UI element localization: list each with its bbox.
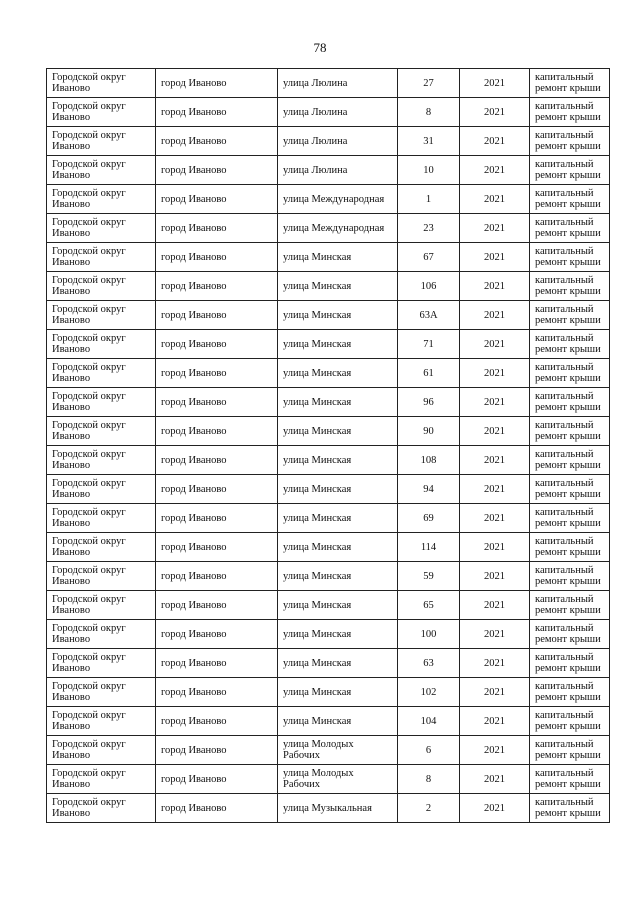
work-type-cell: капитальный ремонт крыши bbox=[530, 794, 610, 823]
street-cell: улица Минская bbox=[278, 678, 398, 707]
city-cell: город Иваново bbox=[156, 533, 278, 562]
street-cell: улица Люлина bbox=[278, 98, 398, 127]
city-cell: город Иваново bbox=[156, 446, 278, 475]
city-cell: город Иваново bbox=[156, 359, 278, 388]
house-number-cell: 63А bbox=[398, 301, 460, 330]
okrug-cell: Городской округ Иваново bbox=[47, 127, 156, 156]
house-number-cell: 94 bbox=[398, 475, 460, 504]
okrug-cell: Городской округ Иваново bbox=[47, 678, 156, 707]
street-cell: улица Минская bbox=[278, 504, 398, 533]
street-cell: улица Минская bbox=[278, 330, 398, 359]
city-cell: город Иваново bbox=[156, 794, 278, 823]
work-type-cell: капитальный ремонт крыши bbox=[530, 127, 610, 156]
registry-table bbox=[46, 68, 610, 823]
year-cell: 2021 bbox=[460, 301, 530, 330]
work-type-cell: капитальный ремонт крыши bbox=[530, 330, 610, 359]
work-type-cell: капитальный ремонт крыши bbox=[530, 359, 610, 388]
city-cell: город Иваново bbox=[156, 562, 278, 591]
okrug-cell: Городской округ Иваново bbox=[47, 620, 156, 649]
year-cell: 2021 bbox=[460, 127, 530, 156]
city-cell: город Иваново bbox=[156, 504, 278, 533]
okrug-cell: Городской округ Иваново bbox=[47, 214, 156, 243]
okrug-cell: Городской округ Иваново bbox=[47, 475, 156, 504]
table-row bbox=[47, 562, 610, 591]
city-cell: город Иваново bbox=[156, 301, 278, 330]
okrug-cell: Городской округ Иваново bbox=[47, 359, 156, 388]
year-cell: 2021 bbox=[460, 649, 530, 678]
house-number-cell: 65 bbox=[398, 591, 460, 620]
city-cell: город Иваново bbox=[156, 707, 278, 736]
table-row bbox=[47, 736, 610, 765]
work-type-cell: капитальный ремонт крыши bbox=[530, 533, 610, 562]
table-row bbox=[47, 272, 610, 301]
street-cell: улица Минская bbox=[278, 591, 398, 620]
year-cell: 2021 bbox=[460, 272, 530, 301]
year-cell: 2021 bbox=[460, 591, 530, 620]
city-cell: город Иваново bbox=[156, 127, 278, 156]
street-cell: улица Люлина bbox=[278, 69, 398, 98]
work-type-cell: капитальный ремонт крыши bbox=[530, 620, 610, 649]
work-type-cell: капитальный ремонт крыши bbox=[530, 649, 610, 678]
street-cell: улица Молодых Рабочих bbox=[278, 765, 398, 794]
okrug-cell: Городской округ Иваново bbox=[47, 446, 156, 475]
city-cell: город Иваново bbox=[156, 620, 278, 649]
table-row bbox=[47, 765, 610, 794]
table-row bbox=[47, 69, 610, 98]
year-cell: 2021 bbox=[460, 243, 530, 272]
street-cell: улица Минская bbox=[278, 446, 398, 475]
year-cell: 2021 bbox=[460, 69, 530, 98]
house-number-cell: 104 bbox=[398, 707, 460, 736]
year-cell: 2021 bbox=[460, 214, 530, 243]
work-type-cell: капитальный ремонт крыши bbox=[530, 98, 610, 127]
work-type-cell: капитальный ремонт крыши bbox=[530, 678, 610, 707]
table-row bbox=[47, 156, 610, 185]
okrug-cell: Городской округ Иваново bbox=[47, 98, 156, 127]
work-type-cell: капитальный ремонт крыши bbox=[530, 185, 610, 214]
street-cell: улица Международная bbox=[278, 185, 398, 214]
house-number-cell: 59 bbox=[398, 562, 460, 591]
year-cell: 2021 bbox=[460, 736, 530, 765]
city-cell: город Иваново bbox=[156, 388, 278, 417]
street-cell: улица Люлина bbox=[278, 156, 398, 185]
okrug-cell: Городской округ Иваново bbox=[47, 272, 156, 301]
work-type-cell: капитальный ремонт крыши bbox=[530, 562, 610, 591]
year-cell: 2021 bbox=[460, 388, 530, 417]
work-type-cell: капитальный ремонт крыши bbox=[530, 388, 610, 417]
year-cell: 2021 bbox=[460, 794, 530, 823]
city-cell: город Иваново bbox=[156, 765, 278, 794]
street-cell: улица Минская bbox=[278, 417, 398, 446]
house-number-cell: 10 bbox=[398, 156, 460, 185]
year-cell: 2021 bbox=[460, 359, 530, 388]
city-cell: город Иваново bbox=[156, 475, 278, 504]
house-number-cell: 2 bbox=[398, 794, 460, 823]
house-number-cell: 67 bbox=[398, 243, 460, 272]
table-row bbox=[47, 127, 610, 156]
work-type-cell: капитальный ремонт крыши bbox=[530, 214, 610, 243]
year-cell: 2021 bbox=[460, 504, 530, 533]
house-number-cell: 63 bbox=[398, 649, 460, 678]
okrug-cell: Городской округ Иваново bbox=[47, 649, 156, 678]
year-cell: 2021 bbox=[460, 765, 530, 794]
table-row bbox=[47, 98, 610, 127]
table-row bbox=[47, 417, 610, 446]
work-type-cell: капитальный ремонт крыши bbox=[530, 707, 610, 736]
year-cell: 2021 bbox=[460, 475, 530, 504]
city-cell: город Иваново bbox=[156, 330, 278, 359]
table-row bbox=[47, 707, 610, 736]
street-cell: улица Минская bbox=[278, 388, 398, 417]
house-number-cell: 6 bbox=[398, 736, 460, 765]
house-number-cell: 31 bbox=[398, 127, 460, 156]
street-cell: улица Международная bbox=[278, 214, 398, 243]
work-type-cell: капитальный ремонт крыши bbox=[530, 475, 610, 504]
street-cell: улица Минская bbox=[278, 562, 398, 591]
okrug-cell: Городской округ Иваново bbox=[47, 591, 156, 620]
work-type-cell: капитальный ремонт крыши bbox=[530, 156, 610, 185]
okrug-cell: Городской округ Иваново bbox=[47, 185, 156, 214]
okrug-cell: Городской округ Иваново bbox=[47, 69, 156, 98]
year-cell: 2021 bbox=[460, 156, 530, 185]
work-type-cell: капитальный ремонт крыши bbox=[530, 417, 610, 446]
year-cell: 2021 bbox=[460, 562, 530, 591]
okrug-cell: Городской округ Иваново bbox=[47, 707, 156, 736]
street-cell: улица Минская bbox=[278, 707, 398, 736]
street-cell: улица Минская bbox=[278, 272, 398, 301]
okrug-cell: Городской округ Иваново bbox=[47, 417, 156, 446]
city-cell: город Иваново bbox=[156, 736, 278, 765]
year-cell: 2021 bbox=[460, 678, 530, 707]
table-row bbox=[47, 214, 610, 243]
house-number-cell: 96 bbox=[398, 388, 460, 417]
table-row bbox=[47, 678, 610, 707]
house-number-cell: 100 bbox=[398, 620, 460, 649]
house-number-cell: 114 bbox=[398, 533, 460, 562]
house-number-cell: 108 bbox=[398, 446, 460, 475]
year-cell: 2021 bbox=[460, 330, 530, 359]
okrug-cell: Городской округ Иваново bbox=[47, 330, 156, 359]
house-number-cell: 90 bbox=[398, 417, 460, 446]
year-cell: 2021 bbox=[460, 620, 530, 649]
street-cell: улица Минская bbox=[278, 649, 398, 678]
okrug-cell: Городской округ Иваново bbox=[47, 156, 156, 185]
okrug-cell: Городской округ Иваново bbox=[47, 562, 156, 591]
year-cell: 2021 bbox=[460, 446, 530, 475]
table-row bbox=[47, 591, 610, 620]
table-row bbox=[47, 388, 610, 417]
table-row bbox=[47, 504, 610, 533]
work-type-cell: капитальный ремонт крыши bbox=[530, 69, 610, 98]
table-row bbox=[47, 794, 610, 823]
year-cell: 2021 bbox=[460, 98, 530, 127]
table-row bbox=[47, 446, 610, 475]
street-cell: улица Минская bbox=[278, 475, 398, 504]
city-cell: город Иваново bbox=[156, 591, 278, 620]
okrug-cell: Городской округ Иваново bbox=[47, 388, 156, 417]
work-type-cell: капитальный ремонт крыши bbox=[530, 272, 610, 301]
house-number-cell: 27 bbox=[398, 69, 460, 98]
house-number-cell: 23 bbox=[398, 214, 460, 243]
city-cell: город Иваново bbox=[156, 69, 278, 98]
street-cell: улица Молодых Рабочих bbox=[278, 736, 398, 765]
registry-table-body bbox=[47, 69, 610, 823]
street-cell: улица Музыкальная bbox=[278, 794, 398, 823]
okrug-cell: Городской округ Иваново bbox=[47, 504, 156, 533]
house-number-cell: 8 bbox=[398, 765, 460, 794]
house-number-cell: 69 bbox=[398, 504, 460, 533]
work-type-cell: капитальный ремонт крыши bbox=[530, 301, 610, 330]
house-number-cell: 8 bbox=[398, 98, 460, 127]
work-type-cell: капитальный ремонт крыши bbox=[530, 504, 610, 533]
street-cell: улица Минская bbox=[278, 620, 398, 649]
street-cell: улица Минская bbox=[278, 533, 398, 562]
house-number-cell: 71 bbox=[398, 330, 460, 359]
city-cell: город Иваново bbox=[156, 417, 278, 446]
year-cell: 2021 bbox=[460, 533, 530, 562]
work-type-cell: капитальный ремонт крыши bbox=[530, 591, 610, 620]
table-row bbox=[47, 243, 610, 272]
street-cell: улица Минская bbox=[278, 243, 398, 272]
city-cell: город Иваново bbox=[156, 185, 278, 214]
okrug-cell: Городской округ Иваново bbox=[47, 533, 156, 562]
work-type-cell: капитальный ремонт крыши bbox=[530, 446, 610, 475]
city-cell: город Иваново bbox=[156, 98, 278, 127]
okrug-cell: Городской округ Иваново bbox=[47, 794, 156, 823]
okrug-cell: Городской округ Иваново bbox=[47, 243, 156, 272]
table-row bbox=[47, 533, 610, 562]
table-row bbox=[47, 649, 610, 678]
table-row bbox=[47, 330, 610, 359]
house-number-cell: 106 bbox=[398, 272, 460, 301]
street-cell: улица Люлина bbox=[278, 127, 398, 156]
page-number: 78 bbox=[313, 40, 327, 55]
table-row bbox=[47, 475, 610, 504]
work-type-cell: капитальный ремонт крыши bbox=[530, 765, 610, 794]
year-cell: 2021 bbox=[460, 417, 530, 446]
table-row bbox=[47, 359, 610, 388]
city-cell: город Иваново bbox=[156, 678, 278, 707]
street-cell: улица Минская bbox=[278, 359, 398, 388]
okrug-cell: Городской округ Иваново bbox=[47, 736, 156, 765]
work-type-cell: капитальный ремонт крыши bbox=[530, 243, 610, 272]
table-row bbox=[47, 185, 610, 214]
year-cell: 2021 bbox=[460, 185, 530, 214]
table-row bbox=[47, 301, 610, 330]
house-number-cell: 102 bbox=[398, 678, 460, 707]
year-cell: 2021 bbox=[460, 707, 530, 736]
okrug-cell: Городской округ Иваново bbox=[47, 765, 156, 794]
okrug-cell: Городской округ Иваново bbox=[47, 301, 156, 330]
city-cell: город Иваново bbox=[156, 649, 278, 678]
street-cell: улица Минская bbox=[278, 301, 398, 330]
city-cell: город Иваново bbox=[156, 214, 278, 243]
table-row bbox=[47, 620, 610, 649]
house-number-cell: 1 bbox=[398, 185, 460, 214]
city-cell: город Иваново bbox=[156, 243, 278, 272]
city-cell: город Иваново bbox=[156, 272, 278, 301]
house-number-cell: 61 bbox=[398, 359, 460, 388]
city-cell: город Иваново bbox=[156, 156, 278, 185]
work-type-cell: капитальный ремонт крыши bbox=[530, 736, 610, 765]
